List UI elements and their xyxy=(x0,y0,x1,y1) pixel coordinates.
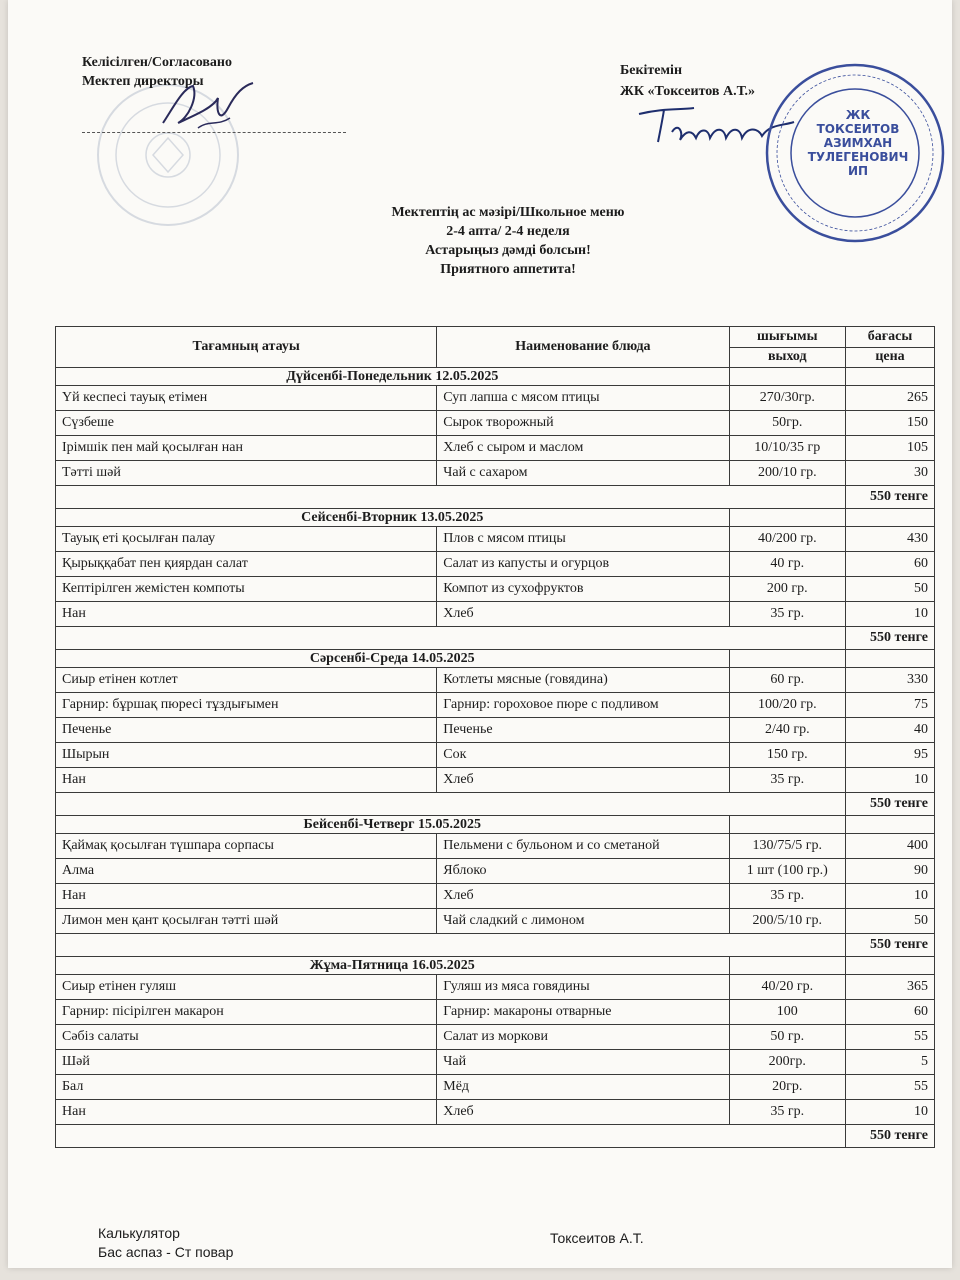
day-title-price-cell xyxy=(846,509,935,527)
dish-name-ru: Сок xyxy=(437,743,729,768)
day-title-price-cell xyxy=(846,957,935,975)
menu-item-row xyxy=(56,1075,935,1100)
day-title: Сейсенбі-Вторник 13.05.2025 xyxy=(56,509,730,527)
menu-item-row xyxy=(56,768,935,793)
day-title-price-cell xyxy=(846,816,935,834)
menu-item-row xyxy=(56,1050,935,1075)
menu-item-row xyxy=(56,693,935,718)
dish-price: 60 xyxy=(846,1000,935,1025)
menu-item-row xyxy=(56,668,935,693)
header-output-kz: шығымы xyxy=(729,327,845,348)
dish-name-kz: Бал xyxy=(56,1075,437,1100)
dish-output: 40 гр. xyxy=(729,552,845,577)
day-title: Сәрсенбі-Среда 14.05.2025 xyxy=(56,650,730,668)
dish-name-kz: Нан xyxy=(56,602,437,627)
approval-title: Келісілген/Согласовано xyxy=(82,55,232,70)
day-total-row xyxy=(56,1125,935,1148)
dish-price: 95 xyxy=(846,743,935,768)
dish-name-ru: Пельмени с бульоном и со сметаной xyxy=(437,834,729,859)
menu-item-row xyxy=(56,718,935,743)
menu-table xyxy=(55,326,935,1148)
day-header-row xyxy=(56,816,935,834)
dish-name-ru: Гарнир: макароны отварные xyxy=(437,1000,729,1025)
heading-line-2: 2-4 апта/ 2-4 неделя xyxy=(446,224,570,239)
dish-name-ru: Сырок творожный xyxy=(437,411,729,436)
day-title-output-cell xyxy=(729,509,845,527)
footer-chef: Бас аспаз - Ст повар xyxy=(98,1244,234,1260)
heading-line-4: Приятного аппетита! xyxy=(440,262,576,277)
confirm-title: Бекітемін xyxy=(620,63,683,78)
day-total-blank xyxy=(56,486,846,509)
menu-item-row xyxy=(56,386,935,411)
dish-name-kz: Үй кеспесі тауық етімен xyxy=(56,386,437,411)
dish-name-kz: Шырын xyxy=(56,743,437,768)
dish-output: 10/10/35 гр xyxy=(729,436,845,461)
dish-output: 35 гр. xyxy=(729,884,845,909)
menu-item-row xyxy=(56,527,935,552)
dish-output: 130/75/5 гр. xyxy=(729,834,845,859)
header-output-ru: выход xyxy=(729,347,845,368)
footer-owner: Токсеитов А.Т. xyxy=(550,1230,644,1246)
confirm-block xyxy=(620,60,755,102)
dish-price: 330 xyxy=(846,668,935,693)
dish-name-ru: Хлеб xyxy=(437,1100,729,1125)
dish-output: 35 гр. xyxy=(729,768,845,793)
menu-item-row xyxy=(56,602,935,627)
dish-output: 200гр. xyxy=(729,1050,845,1075)
dish-name-kz: Кептірілген жемістен компоты xyxy=(56,577,437,602)
day-total: 550 тенге xyxy=(846,934,935,957)
day-total-row xyxy=(56,793,935,816)
dish-output: 35 гр. xyxy=(729,602,845,627)
dish-output: 100 xyxy=(729,1000,845,1025)
menu-item-row xyxy=(56,909,935,934)
dish-name-kz: Қаймақ қосылған түшпара сорпасы xyxy=(56,834,437,859)
dish-name-kz: Нан xyxy=(56,768,437,793)
dish-name-ru: Хлеб с сыром и маслом xyxy=(437,436,729,461)
footer-right xyxy=(550,1229,644,1248)
dish-name-kz: Алма xyxy=(56,859,437,884)
dish-output: 50гр. xyxy=(729,411,845,436)
dish-name-ru: Котлеты мясные (говядина) xyxy=(437,668,729,693)
menu-item-row xyxy=(56,743,935,768)
approval-role: Мектеп директоры xyxy=(82,74,204,89)
dish-output: 150 гр. xyxy=(729,743,845,768)
dish-name-kz: Тауық еті қосылған палау xyxy=(56,527,437,552)
dish-price: 50 xyxy=(846,577,935,602)
dish-output: 100/20 гр. xyxy=(729,693,845,718)
day-header-row xyxy=(56,509,935,527)
director-signature-icon xyxy=(158,78,258,138)
dish-price: 400 xyxy=(846,834,935,859)
day-total-row xyxy=(56,486,935,509)
dish-price: 10 xyxy=(846,768,935,793)
day-total-blank xyxy=(56,627,846,650)
day-header-row xyxy=(56,650,935,668)
dish-name-kz: Шәй xyxy=(56,1050,437,1075)
dish-name-ru: Суп лапша с мясом птицы xyxy=(437,386,729,411)
dish-name-ru: Салат из моркови xyxy=(437,1025,729,1050)
header-dish-kz: Тағамның атауы xyxy=(56,327,437,368)
stamp-line-2: ТОКСЕИТОВ xyxy=(816,122,900,136)
company-stamp-text xyxy=(798,108,918,178)
dish-output: 40/200 гр. xyxy=(729,527,845,552)
dish-price: 50 xyxy=(846,909,935,934)
dish-name-ru: Хлеб xyxy=(437,768,729,793)
dish-name-ru: Компот из сухофруктов xyxy=(437,577,729,602)
dish-name-ru: Чай xyxy=(437,1050,729,1075)
day-total: 550 тенге xyxy=(846,486,935,509)
dish-name-ru: Чай сладкий с лимоном xyxy=(437,909,729,934)
header-dish-ru: Наименование блюда xyxy=(437,327,729,368)
menu-item-row xyxy=(56,834,935,859)
dish-price: 10 xyxy=(846,1100,935,1125)
dish-name-kz: Қырыққабат пен қиярдан салат xyxy=(56,552,437,577)
stamp-line-5: ИП xyxy=(847,164,869,178)
dish-price: 60 xyxy=(846,552,935,577)
dish-output: 200 гр. xyxy=(729,577,845,602)
day-total: 550 тенге xyxy=(846,1125,935,1148)
dish-name-kz: Сиыр етінен котлет xyxy=(56,668,437,693)
dish-name-ru: Гарнир: гороховое пюре с подливом xyxy=(437,693,729,718)
menu-item-row xyxy=(56,461,935,486)
day-total-blank xyxy=(56,934,846,957)
day-total: 550 тенге xyxy=(846,627,935,650)
dish-name-ru: Яблоко xyxy=(437,859,729,884)
dish-name-ru: Плов с мясом птицы xyxy=(437,527,729,552)
dish-output: 20гр. xyxy=(729,1075,845,1100)
stamp-line-4: ТУЛЕГЕНОВИЧ xyxy=(807,150,909,164)
dish-name-kz: Гарнир: пісірілген макарон xyxy=(56,1000,437,1025)
stamp-line-3: АЗИМХАН xyxy=(823,136,893,150)
header-price-ru: цена xyxy=(846,347,935,368)
dish-output: 40/20 гр. xyxy=(729,975,845,1000)
menu-item-row xyxy=(56,1025,935,1050)
day-total-row xyxy=(56,627,935,650)
menu-table-body xyxy=(56,368,935,1148)
dish-name-ru: Хлеб xyxy=(437,602,729,627)
day-title: Дүйсенбі-Понедельник 12.05.2025 xyxy=(56,368,730,386)
menu-item-row xyxy=(56,436,935,461)
day-title-output-cell xyxy=(729,368,845,386)
dish-name-kz: Сиыр етінен гуляш xyxy=(56,975,437,1000)
dish-name-ru: Мёд xyxy=(437,1075,729,1100)
dish-name-kz: Ірімшік пен май қосылған нан xyxy=(56,436,437,461)
confirm-company: ЖК «Токсеитов А.Т.» xyxy=(620,84,756,99)
menu-item-row xyxy=(56,859,935,884)
day-title: Жұма-Пятница 16.05.2025 xyxy=(56,957,730,975)
heading-line-1: Мектептің ас мәзірі/Школьное меню xyxy=(391,205,625,220)
dish-output: 200/5/10 гр. xyxy=(729,909,845,934)
dish-name-ru: Гуляш из мяса говядины xyxy=(437,975,729,1000)
day-title-price-cell xyxy=(846,650,935,668)
dish-name-kz: Сүзбеше xyxy=(56,411,437,436)
day-header-row xyxy=(56,368,935,386)
day-total-blank xyxy=(56,793,846,816)
approval-signature-line xyxy=(82,132,346,133)
stamp-line-1: ЖК xyxy=(845,108,871,122)
day-total: 550 тенге xyxy=(846,793,935,816)
dish-name-kz: Печенье xyxy=(56,718,437,743)
day-title-output-cell xyxy=(729,816,845,834)
dish-output: 2/40 гр. xyxy=(729,718,845,743)
dish-price: 10 xyxy=(846,602,935,627)
dish-price: 10 xyxy=(846,884,935,909)
menu-item-row xyxy=(56,552,935,577)
menu-item-row xyxy=(56,884,935,909)
dish-name-kz: Сәбіз салаты xyxy=(56,1025,437,1050)
dish-price: 5 xyxy=(846,1050,935,1075)
dish-price: 40 xyxy=(846,718,935,743)
menu-item-row xyxy=(56,1100,935,1125)
dish-price: 75 xyxy=(846,693,935,718)
heading-line-3: Астарыңыз дәмді болсын! xyxy=(425,243,591,258)
dish-name-kz: Нан xyxy=(56,1100,437,1125)
day-title-output-cell xyxy=(729,650,845,668)
dish-output: 270/30гр. xyxy=(729,386,845,411)
dish-name-kz: Гарнир: бұршақ пюресі тұздығымен xyxy=(56,693,437,718)
dish-output: 50 гр. xyxy=(729,1025,845,1050)
dish-output: 200/10 гр. xyxy=(729,461,845,486)
dish-price: 90 xyxy=(846,859,935,884)
menu-heading xyxy=(308,203,708,279)
dish-price: 30 xyxy=(846,461,935,486)
dish-name-ru: Печенье xyxy=(437,718,729,743)
footer-calculator: Калькулятор xyxy=(98,1225,180,1241)
dish-price: 365 xyxy=(846,975,935,1000)
menu-item-row xyxy=(56,577,935,602)
menu-item-row xyxy=(56,975,935,1000)
dish-output: 35 гр. xyxy=(729,1100,845,1125)
menu-item-row xyxy=(56,411,935,436)
day-header-row xyxy=(56,957,935,975)
footer-left xyxy=(98,1224,233,1262)
header-price-kz: бағасы xyxy=(846,327,935,348)
menu-table-header xyxy=(56,327,935,368)
menu-item-row xyxy=(56,1000,935,1025)
day-total-blank xyxy=(56,1125,846,1148)
dish-name-ru: Хлеб xyxy=(437,884,729,909)
dish-price: 265 xyxy=(846,386,935,411)
dish-name-ru: Салат из капусты и огурцов xyxy=(437,552,729,577)
dish-output: 1 шт (100 гр.) xyxy=(729,859,845,884)
day-title-output-cell xyxy=(729,957,845,975)
dish-output: 60 гр. xyxy=(729,668,845,693)
dish-price: 55 xyxy=(846,1025,935,1050)
dish-name-kz: Нан xyxy=(56,884,437,909)
dish-name-kz: Тәтті шәй xyxy=(56,461,437,486)
dish-price: 150 xyxy=(846,411,935,436)
dish-name-ru: Чай с сахаром xyxy=(437,461,729,486)
dish-price: 430 xyxy=(846,527,935,552)
dish-price: 55 xyxy=(846,1075,935,1100)
day-title-price-cell xyxy=(846,368,935,386)
day-total-row xyxy=(56,934,935,957)
dish-name-kz: Лимон мен қант қосылған тәтті шәй xyxy=(56,909,437,934)
dish-price: 105 xyxy=(846,436,935,461)
day-title: Бейсенбі-Четверг 15.05.2025 xyxy=(56,816,730,834)
